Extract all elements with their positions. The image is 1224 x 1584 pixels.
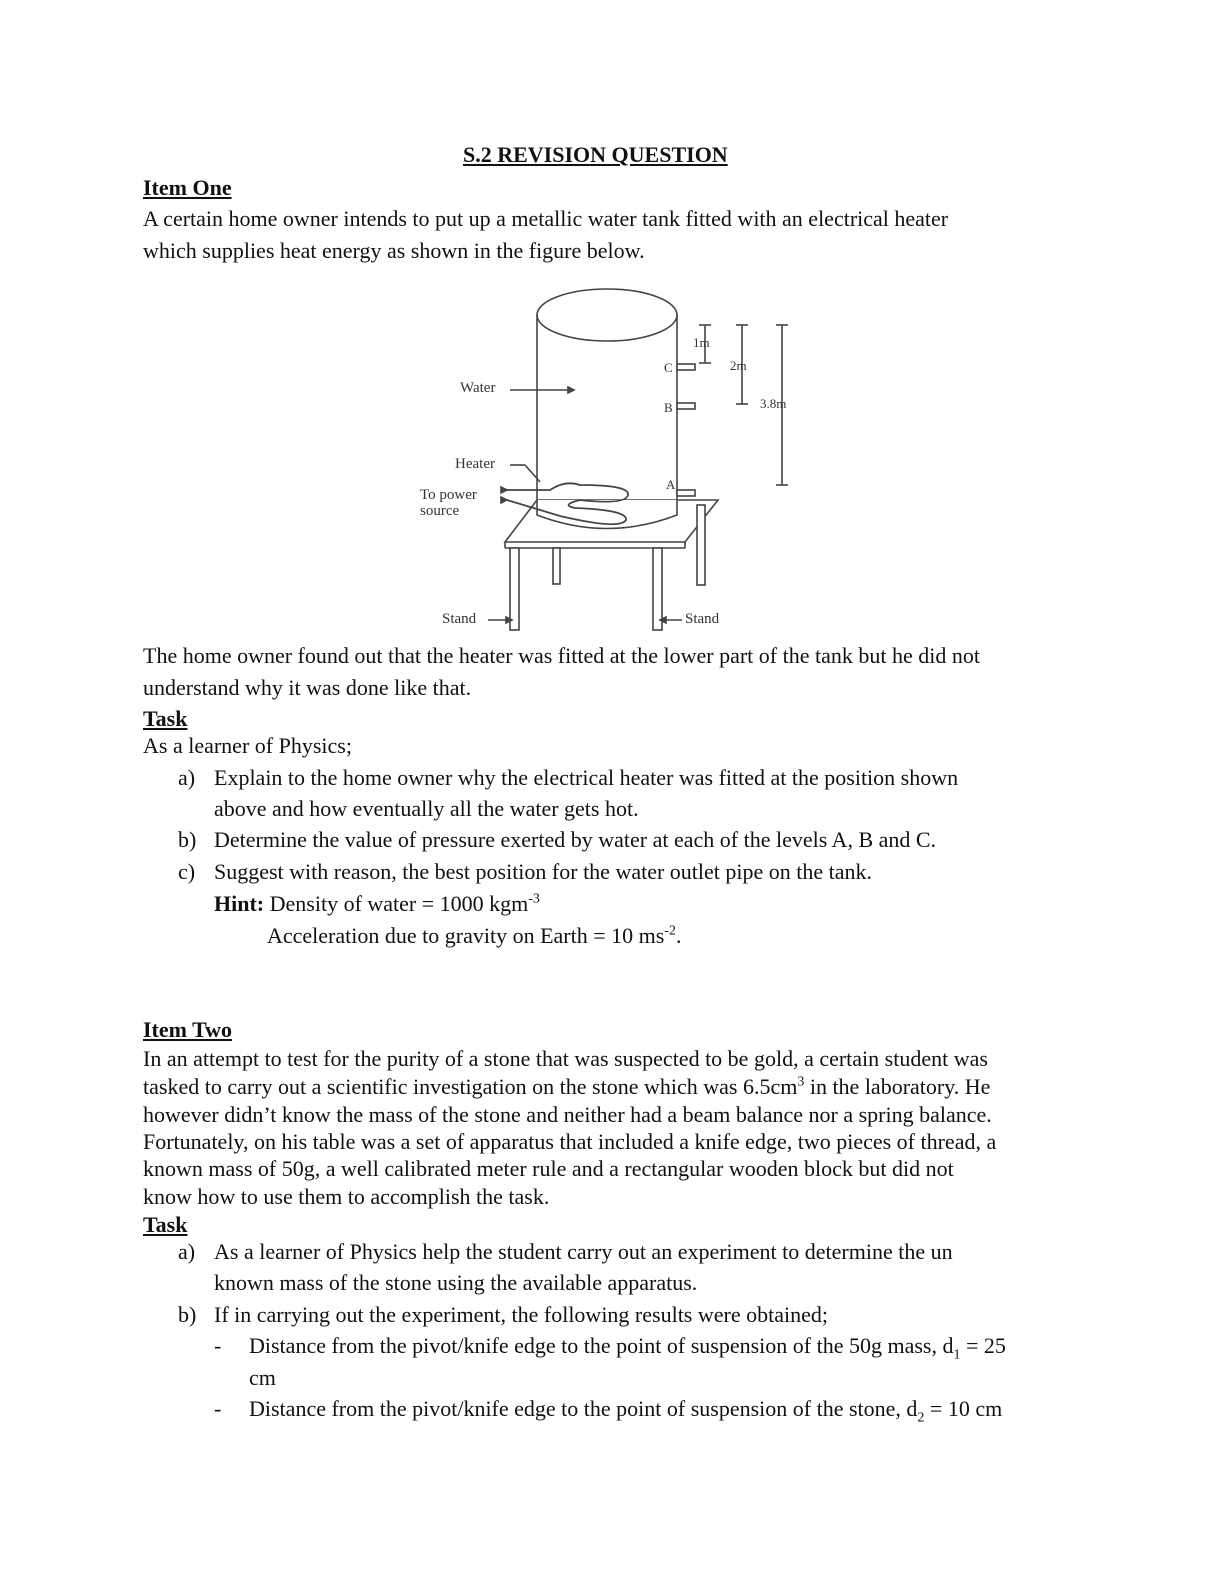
dimension-2m: 2m: [730, 358, 747, 373]
water-tank-figure: [400, 280, 820, 640]
bullet-1-continuation: cm: [249, 1365, 276, 1390]
heater-label: Heater: [455, 456, 495, 472]
item-one-q-b-marker: b): [178, 827, 197, 852]
item-one-q-a-line2: above and how eventually all the water gets hot.: [214, 796, 639, 821]
item-two-q-a-marker: a): [178, 1239, 196, 1264]
hint-text: Density of water = 1000 kgm: [269, 891, 529, 916]
item-two-q-a-line2: known mass of the stone using the available apparatus.: [214, 1270, 698, 1295]
item-two-task-heading: Task: [143, 1212, 188, 1237]
hint-exponent: -3: [528, 891, 540, 907]
item-one-q-b-line1: Determine the value of pressure exerted by water at each of the levels A, B and C.: [214, 827, 937, 852]
item-one-after-line1: The home owner found out that the heater was fitted at the lower part of the tank but he did not: [143, 643, 980, 668]
item-two-q-b-marker: b): [178, 1302, 197, 1327]
item-two-p-line2a: tasked to carry out a scientific investigation on the stone which was 6.5cm: [143, 1074, 798, 1099]
item-two-q-b-line1: If in carrying out the experiment, the following results were obtained;: [214, 1302, 828, 1327]
gravity-exponent: -2: [664, 923, 676, 939]
item-one-intro-line1: A certain home owner intends to put up a metallic water tank fitted with an electrical heater: [143, 206, 949, 231]
item-two-p-line2b: in the laboratory. He: [804, 1074, 991, 1099]
bullet-2-subscript: 2: [917, 1410, 925, 1426]
item-two-p-line1: In an attempt to test for the purity of a stone that was suspected to be gold, a certain student was: [143, 1046, 988, 1071]
item-two-p-line5: known mass of 50g, a well calibrated meter rule and a rectangular wooden block but did not: [143, 1156, 954, 1181]
stand-right-label: Stand: [685, 611, 720, 627]
level-b-label: B: [664, 400, 673, 415]
item-one-after-line2: understand why it was done like that.: [143, 675, 472, 700]
item-one-q-c-marker: c): [178, 859, 196, 884]
item-two-q-a-line1: As a learner of Physics help the student carry out an experiment to determine the un: [214, 1239, 953, 1264]
bullet-1-subscript: 1: [953, 1347, 961, 1363]
item-one-intro-line2: which supplies heat energy as shown in the figure below.: [143, 238, 645, 263]
power-label: To power: [420, 487, 477, 503]
dimension-1m: 1m: [693, 335, 710, 350]
bullet-2-b: = 10 cm: [924, 1396, 1003, 1421]
gravity-line: [267, 923, 681, 949]
item-one-q-a-marker: a): [178, 765, 196, 790]
bullet-2-a: Distance from the pivot/knife edge to the point of suspension of the stone, d: [249, 1396, 918, 1421]
bullet-1-marker: -: [214, 1333, 222, 1358]
level-a-label: A: [666, 477, 676, 492]
item-one-heading: Item One: [143, 175, 232, 200]
tank-top: [537, 289, 677, 341]
hint-line: [214, 891, 540, 917]
item-two-p-line3: however didn’t know the mass of the stone and neither had a beam balance nor a spring balance.: [143, 1102, 992, 1127]
gravity-end: .: [675, 923, 682, 948]
item-two-p-line2: [143, 1075, 990, 1099]
item-two-heading: Item Two: [143, 1017, 233, 1042]
hint-label: Hint:: [214, 891, 265, 916]
bullet-1-b: = 25: [960, 1333, 1006, 1358]
item-two-p-line4: Fortunately, on his table was a set of apparatus that included a knife edge, two pieces of thread, a: [143, 1129, 997, 1154]
bullet-2-text: [249, 1396, 1003, 1426]
bullet-2-marker: -: [214, 1396, 222, 1421]
page-title: S.2 REVISION QUESTION: [463, 142, 728, 167]
item-one-task-heading: Task: [143, 706, 188, 731]
level-c-label: C: [664, 360, 673, 375]
dimension-3-8m: 3.8m: [760, 396, 787, 411]
stand-left-label: Stand: [442, 611, 477, 627]
volume-exponent: 3: [797, 1074, 805, 1090]
item-one-q-c-line1: Suggest with reason, the best position for the water outlet pipe on the tank.: [214, 859, 873, 884]
item-one-task-intro: As a learner of Physics;: [143, 733, 352, 758]
bullet-1-a: Distance from the pivot/knife edge to the point of suspension of the 50g mass, d: [249, 1333, 954, 1358]
item-two-p-line6: know how to use them to accomplish the task.: [143, 1184, 550, 1209]
item-one-q-a-line1: Explain to the home owner why the electrical heater was fitted at the position shown: [214, 765, 959, 790]
water-label: Water: [460, 380, 496, 396]
source-label: source: [420, 503, 460, 519]
bullet-1-text: [249, 1333, 1006, 1363]
gravity-text: Acceleration due to gravity on Earth = 10 ms: [267, 923, 665, 948]
